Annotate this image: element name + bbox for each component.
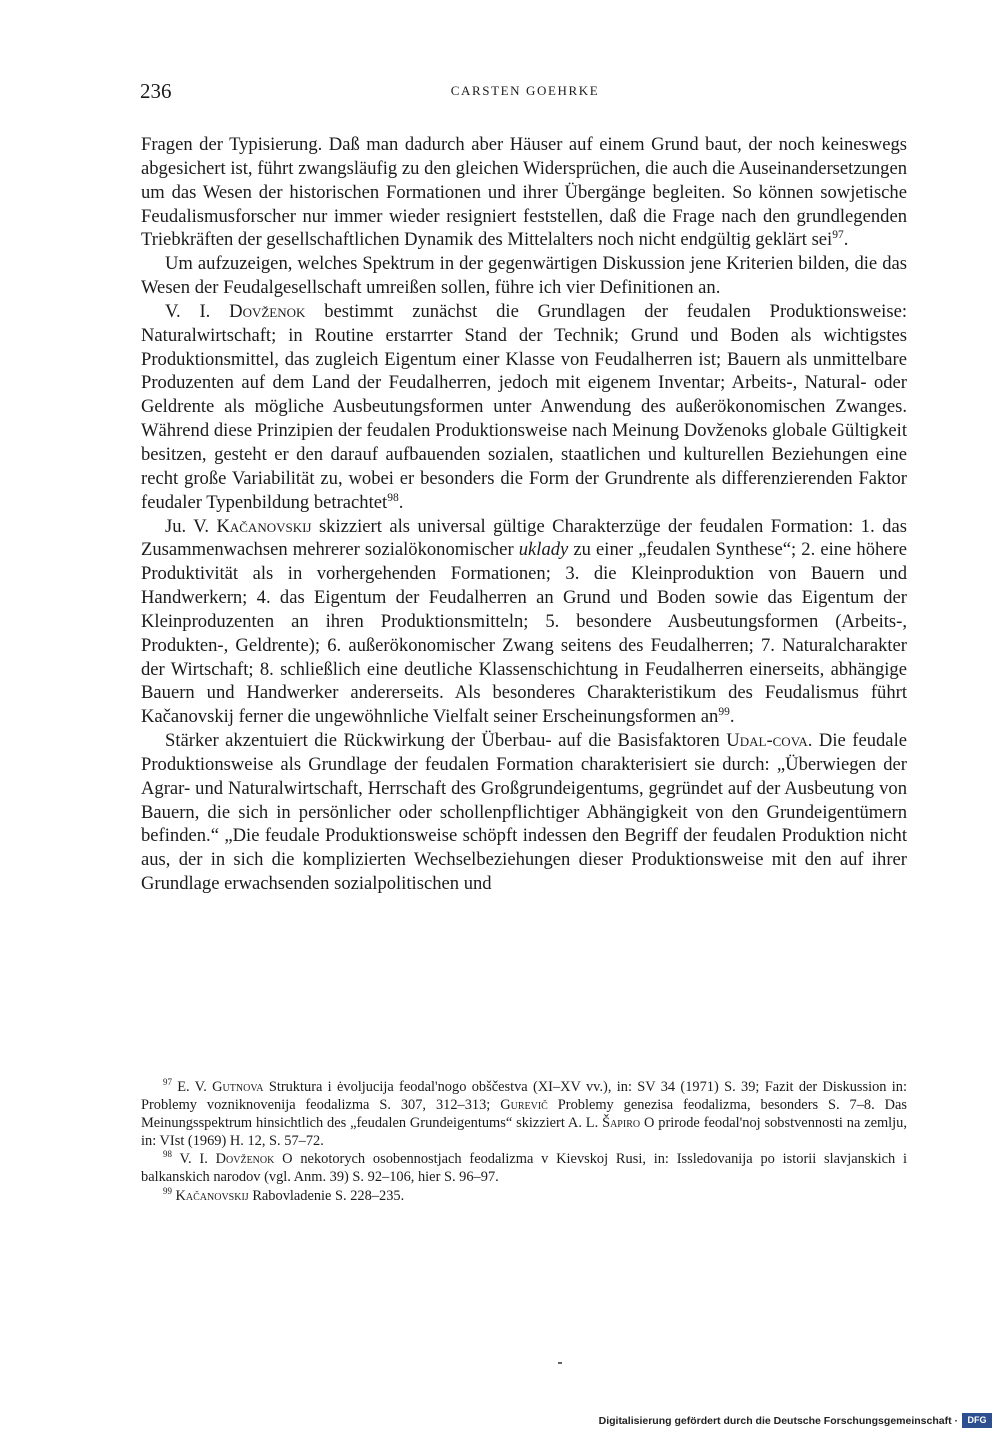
paragraph-text: bestimmt zunächst die Grundlagen der feudalen Produktionsweise: Naturalwirtschaft; in Routine erstarrter Stand der Technik; Grund und Boden als wichtigstes Produktionsmittel, das zugleich Eigentum einer Klasse von Feudalherren ist; Bauern als unmittelbare Produzenten auf dem Land der Feudalherren, jedoch mit eigenem Inventar; Arbeits-, Natural- oder Geldrente als mögliche Ausbeutungsformen unter Anwendung des außerökonomischen Zwanges. Während diese Prinzipien der feudalen Produktionsweise nach Meinung Dovženoks globale Gültigkeit besitzen, gesteht er den darauf aufbauenden sozialen, staatlichen und kulturellen Beziehungen eine recht große Variabilität zu, wobei er besonders die Form der Grundrente als differenzierenden Faktor feudaler Typenbildung betrachtet: [141, 300, 907, 513]
footnote-ref-97: 97: [832, 229, 844, 242]
footnote-text: Problemy genezisa feodalizma, besonders S. 7–8. Das Meinungsspektrum hinsichtlich des „feudalen Grundeigentums“ skizziert A. L.: [141, 1097, 907, 1132]
author-name: Kačanovskij: [175, 1187, 249, 1204]
paragraph-5: [141, 729, 907, 896]
author-name: Gutnova: [212, 1079, 264, 1095]
paragraph-text: zu einer „feudalen Synthese“; 2. eine höhere Produktivität als in vorhergehenden Formationen; 3. die Kleinproduktion von Bauern und Handwerkern; 4. das Eigentum der Feudalherren an Grund und Boden sowie das Eigentum der Kleinproduzenten an ihren Produktionsmitteln; 5. besondere Ausbeutungsformen (Arbeits-, Produkten-, Geldrente); 6. außerökonomischer Zwang seitens des Feudalherren; 7. Naturalcharakter der Wirtschaft; 8. schließlich eine deutliche Klassenschichtung in Feudalherren einerseits, abhängige Bauern und Handwerker andererseits. Als besonderes Charakteristikum des Feudalismus führt Kačanovskij ferner die ungewöhnliche Vielfalt seiner Erscheinungsformen an: [141, 539, 907, 728]
author-name: Dovženok: [215, 1151, 275, 1168]
emphasis-term: uklady: [518, 539, 569, 561]
page-number: 236: [140, 79, 172, 103]
author-initials: Ju. V.: [165, 515, 209, 537]
footnote-text: O nekotorych osobennostjach feodalizma v Kievskoj Rusi, in: Issledovanija po istorii slavjanskich i balkanskich narodov (vgl. Anm. 39) S. 92–106, hier S. 96–97.: [141, 1151, 908, 1186]
author-name: Šapiro: [602, 1115, 641, 1132]
paragraph-2: [141, 252, 907, 300]
paragraph-text: Fragen der Typisierung. Daß man dadurch aber Häuser auf einem Grund baut, der noch keineswegs abgesichert ist, führt zwangsläufig zu den gleichen Widersprüchen, die auch die Auseinandersetzungen um das Wesen der historischen Formationen und ihrer Übergänge begleiten. So können sowjetische Feudalismusforscher nur immer wieder resigniert feststellen, daß die Frage nach den grundlegenden Triebkräften der gesellschaftlichen Dynamik des Mittelalters noch nicht endgültig geklärt sei: [141, 134, 907, 251]
paragraph-text: Um aufzuzeigen, welches Spektrum in der gegenwärtigen Diskussion jene Kriterien bilden, die das Wesen der Feudalgesellschaft umreißen sollen, führe ich vier Definitionen an.: [141, 253, 907, 299]
author-initials: V. I.: [179, 1151, 208, 1168]
paragraph-text: .: [843, 229, 849, 251]
footnote-number: 99: [163, 1185, 172, 1196]
paragraph-4: [141, 515, 907, 730]
paragraph-1: [141, 133, 907, 252]
footnote-ref-98: 98: [387, 491, 399, 504]
paragraph-text: . Die feudale Produktionsweise als Grundlage der feudalen Formation charakterisiert sie durch: „Überwiegen der Agrar- und Naturalwirtschaft, Herrschaft des Großgrundeigentums, gegründet auf der Ausbeutung von Bauern, die sich in persönlicher oder schollenpflichtiger Abhängigkeit von den Grundeigentümern befinden.“ „Die feudale Produktionsweise schöpft indessen den Begriff der feudalen Produktion nicht aus, der in sich die komplizierten Wechselbeziehungen dieser Produktionsweise mit den auf ihrer Grundlage erwachsenden sozialpolitischen und: [141, 730, 907, 895]
footnote-97: [141, 1078, 907, 1150]
author-name: Gurevič: [500, 1097, 548, 1114]
page-header: [140, 79, 910, 109]
digitization-notice: Digitalisierung gefördert durch die Deutsche Forschungsgemeinschaft ·: [598, 1415, 958, 1427]
paragraph-3: [141, 300, 907, 515]
footnote-text: O prirode feodal'noj sobstvennosti na zemlju, in: VIst (1969) H. 12, S. 57–72.: [141, 1115, 907, 1150]
footnote-ref-99: 99: [718, 706, 730, 719]
main-text: [141, 133, 907, 896]
running-head: CARSTEN GOEHRKE: [450, 83, 600, 98]
footnote-number: 97: [163, 1077, 172, 1088]
footnote-99: [141, 1187, 907, 1205]
paragraph-text: skizziert als universal gültige Charakterzüge der feudalen Formation: 1. das Zusammenwachsen mehrerer sozialökonomischer: [141, 515, 907, 561]
paragraph-text: Stärker akzentuiert die Rückwirkung der Überbau- auf die Basisfaktoren: [165, 730, 720, 752]
author-name: Dovženok: [229, 300, 306, 322]
author-name: Udal-cova: [726, 730, 808, 752]
footnotes: [141, 1078, 907, 1205]
paragraph-text: .: [729, 706, 735, 728]
footnote-number: 98: [163, 1149, 172, 1160]
footnote-text: Struktura i ėvoljucija feodal'nogo obščestva (XI–XV vv.), in: SV 34 (1971) S. 39; Fazit der Diskussion in: Problemy vozniknovenija feodalizma S. 307, 312–313;: [141, 1079, 907, 1114]
author-initials: V. I.: [165, 300, 211, 322]
scan-artifact-mark: [558, 1362, 562, 1364]
author-name: Kačanovskij: [216, 515, 312, 537]
author-initials: E. V.: [177, 1079, 207, 1095]
dfg-logo: DFG: [962, 1413, 992, 1428]
footnote-98: [141, 1150, 907, 1186]
paragraph-text: .: [398, 491, 404, 513]
footnote-text: Rabovladenie S. 228–235.: [252, 1187, 405, 1204]
